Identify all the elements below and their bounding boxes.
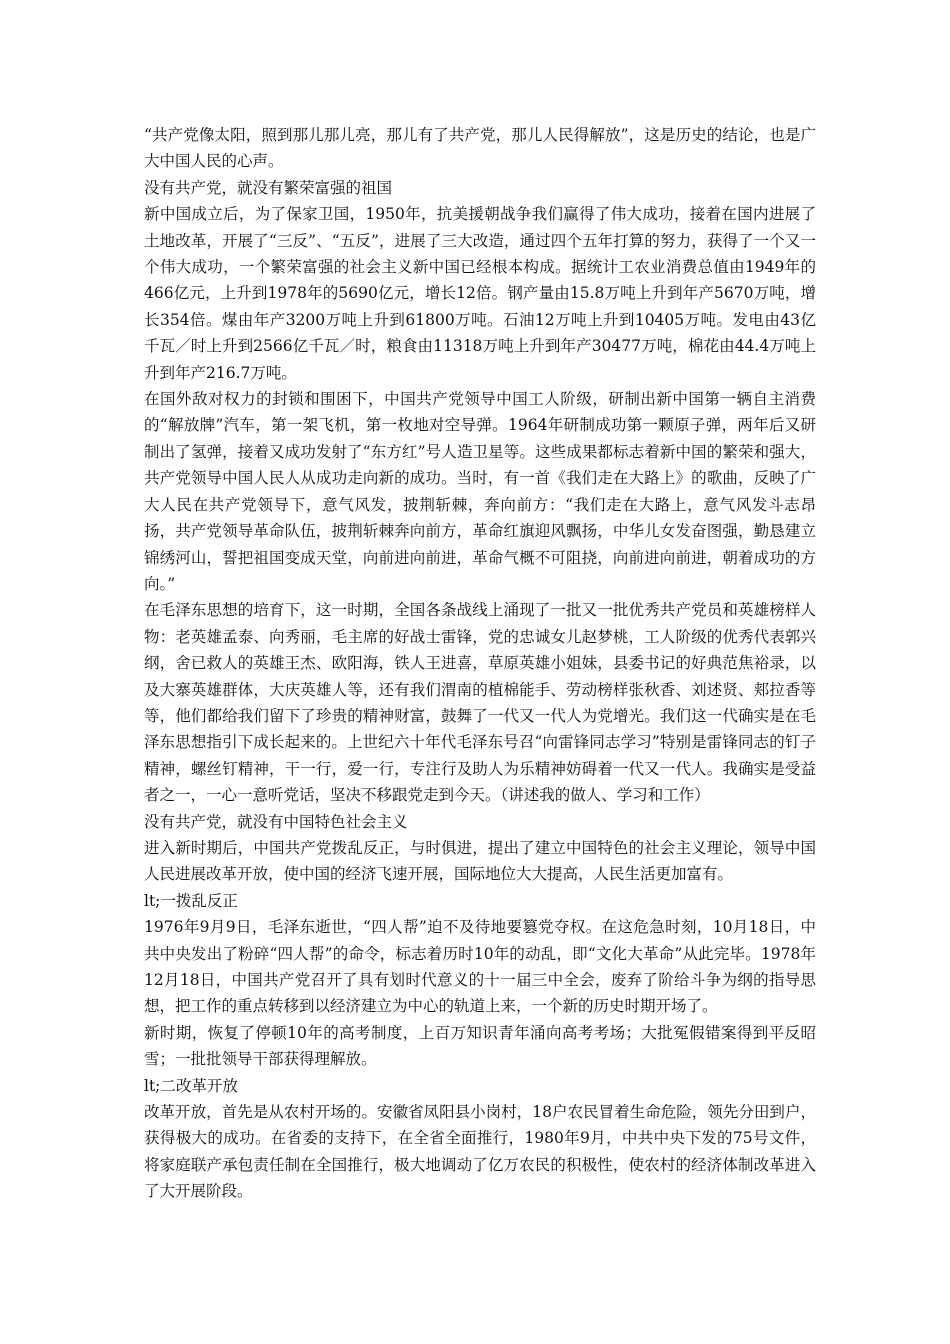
body-paragraph: 在毛泽东思想的培育下，这一时期，全国各条战线上涌现了一批又一批优秀共产党员和英雄榜样人物：老英雄孟泰、向秀丽，毛主席的好战士雷锋，党的忠诚女儿赵梦桃，工人阶级的优秀代表郭兴纲，舍已救人的英雄王杰、欧阳海，铁人王进喜，草原英雄小姐妹，县委书记的好典范焦裕录，以及大寨英雄群体，大庆英雄人等，还有我们渭南的植棉能手、劳动榜样张秋香、刘述贤、郏拉香等等，他们都给我们留下了珍贵的精神财富，鼓舞了一代又一代人为党增光。我们这一代确实是在毛泽东思想指引下成长起来的。上世纪六十年代毛泽东号召“向雷锋同志学习”特别是雷锋同志的钉子精神，螺丝钉精神，干一行，爱一行，专注行及助人为乐精神妨碍着一代又一代人。我确实是受益者之一，一心一意听党话，坚决不移跟党走到今天。（讲述我的做人、学习和工作） <box>144 601 816 805</box>
body-paragraph: 在国外敌对权力的封锁和围困下，中国共产党领导中国工人阶级，研制出新中国第一辆自主消费的“解放牌”汽车，第一架飞机，第一枚地对空导弹。1964年研制成功第一颗原子弹，两年后又研制出了氢弹，接着又成功发射了“东方红”号人造卫星等。这些成果都标志着新中国的繁荣和强大，共产党领导中国人民人从成功走向新的成功。当时，有一首《我们走在大路上》的歌曲，反映了广大人民在共产党领导下，意气风发，披荆斩棘，奔向前方：“我们走在大路上，意气风发斗志昂扬，共产党领导革命队伍，披荆斩棘奔向前方，革命红旗迎风飘扬，中华儿女发奋图强，勤恳建立锦绣河山，誓把祖国变成天堂，向前进向前进，革命气概不可阻挠，向前进向前进，朝着成功的方向。” <box>144 390 816 593</box>
document-body <box>144 122 816 1205</box>
section-heading-chinese-socialism: 没有共产党，就没有中国特色社会主义 <box>144 812 408 831</box>
section-heading-prosperous-motherland: 没有共产党，就没有繁荣富强的祖国 <box>144 178 393 197</box>
body-paragraph: 改革开放，首先是从农村开场的。安徽省凤阳县小岗村，18户农民冒着生命危险，领先分田到户，获得极大的成功。在省委的支持下，在全省全面推行，1980年9月，中共中央下发的75号文件，将家庭联产承包责任制在全国推行，极大地调动了亿万农民的积极性，使农村的经济体制改革进入了大开展阶段。 <box>144 1103 816 1201</box>
subheading-reform-opening: lt;二改革开放 <box>144 1076 238 1095</box>
body-paragraph: 新中国成立后，为了保家卫国，1950年，抗美援朝战争我们赢得了伟大成功，接着在国内进展了土地改革，开展了“三反”、“五反”，进展了三大改造，通过四个五年打算的努力，获得了一个又一个伟大成功，一个繁荣富强的社会主义新中国已经根本构成。据统计工农业消费总值由1949年的466亿元，上升到1978年的5690亿元，增长12倍。钢产量由15.8万吨上升到年产5670万吨，增长354倍。煤由年产3200万吨上升到61800万吨。石油12万吨上升到10405万吨。发电由43亿千瓦／时上升到2566亿千瓦／时，粮食由11318万吨上升到年产30477万吨，棉花由44.4万吨上升到年产216.7万吨。 <box>144 205 816 382</box>
body-paragraph: 1976年9月9日，毛泽东逝世，“四人帮”迫不及待地要篡党夺权。在这危急时刻，10月18日，中共中央发出了粉碎“四人帮”的命令，标志着历时10年的动乱，即“文化大革命”从此完毕。1978年12月18日，中国共产党召开了具有划时代意义的十一届三中全会，废弃了阶给斗争为纲的指导思想，把工作的重点转移到以经济建立为中心的轨道上来，一个新的历史时期开场了。 <box>144 918 816 1016</box>
body-paragraph: 新时期，恢复了停顿10年的高考制度，上百万知识青年涌向高考考场；大批冤假错案得到平反昭雪；一批批领导干部获得理解放。 <box>144 1023 816 1069</box>
subheading-bringing-order: lt;一拨乱反正 <box>144 891 238 910</box>
body-paragraph: 进入新时期后，中国共产党拨乱反正，与时俱进，提出了建立中国特色的社会主义理论，领导中国人民进展改革开放，使中国的经济飞速开展，国际地位大大提高，人民生活更加富有。 <box>144 838 816 884</box>
intro-paragraph: “共产党像太阳，照到那儿那儿亮，那儿有了共产党，那儿人民得解放”，这是历史的结论，也是广大中国人民的心声。 <box>144 126 816 171</box>
